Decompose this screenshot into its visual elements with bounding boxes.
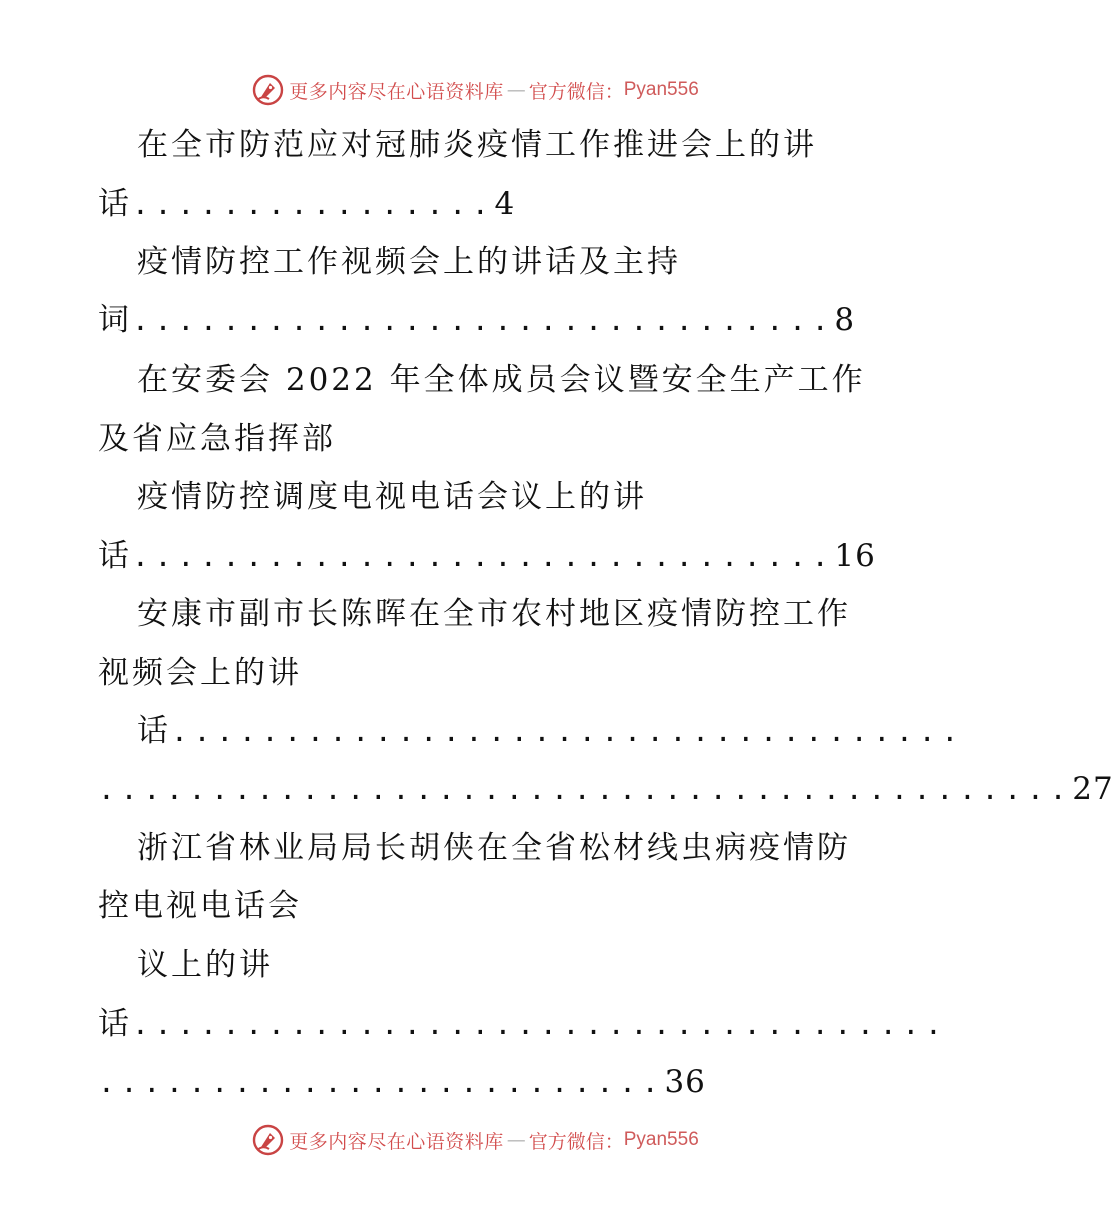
toc-page-number: 4 [494,186,516,222]
toc-line: 词...............................8 [98,302,856,338]
toc-page-number: 8 [834,302,856,338]
toc-line: 控电视电话会 [98,888,302,924]
watermark-wechat-id: Pyan556 [623,1129,699,1150]
toc-line: 在安委会 2022 年全体成员会议暨安全生产工作 [137,362,866,398]
watermark-main-text: 更多内容尽在心语资料库 [289,80,504,103]
toc-line: 话...............................16 [98,538,876,574]
toc-line: 话................................... [137,713,965,749]
watermark-wechat-id: Pyan556 [623,79,699,100]
toc-line: 视频会上的讲 [98,655,302,691]
toc-line: 话.................................... [98,1006,948,1042]
toc-line: 安康市副市长陈晖在全市农村地区疫情防控工作 [137,596,851,632]
watermark-separator: — [506,1129,526,1151]
toc-line: 话................4 [98,186,516,222]
toc-line: 在全市防范应对冠肺炎疫情工作推进会上的讲 [137,127,817,163]
watermark-wechat-label: 官方微信： [528,80,624,103]
watermark-main-text: 更多内容尽在心语资料库 [289,1130,504,1153]
toc-page-number: 27 [1072,771,1114,807]
toc-line: 议上的讲 [137,947,273,983]
pen-nib-logo-icon [251,1123,285,1157]
toc-line: 浙江省林业局局长胡侠在全省松材线虫病疫情防 [137,830,851,866]
toc-line: 疫情防控工作视频会上的讲话及主持 [137,244,681,280]
watermark-separator: — [506,79,526,101]
toc-page-number: 36 [664,1064,706,1100]
toc-line: 疫情防控调度电视电话会议上的讲 [137,479,647,515]
watermark-wechat-label: 官方微信： [528,1130,624,1153]
toc-line: .........................36 [98,1064,706,1100]
pen-nib-logo-icon [251,73,285,107]
toc-line: ...........................................27 [98,771,1114,807]
toc-line: 及省应急指挥部 [98,421,336,457]
watermark-header [0,70,950,110]
toc-page-number: 16 [834,538,876,574]
watermark-footer [0,1120,950,1160]
